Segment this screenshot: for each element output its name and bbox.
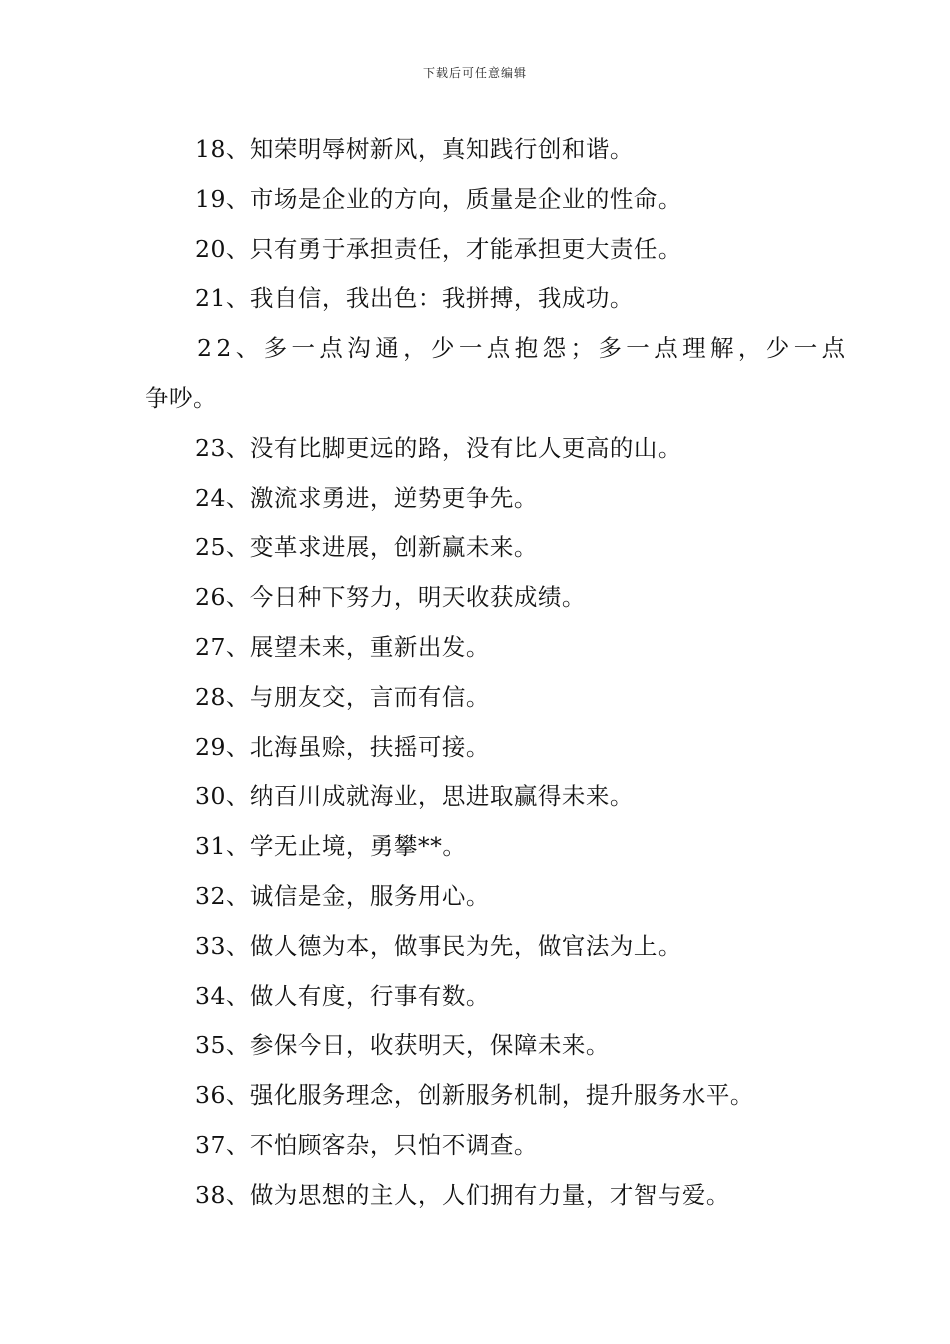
list-item: 20、只有勇于承担责任，才能承担更大责任。 [195,234,682,263]
list-item: 23、没有比脚更远的路，没有比人更高的山。 [195,433,682,462]
list-item: 35、参保今日，收获明天，保障未来。 [195,1031,610,1060]
list-item: 28、与朋友交，言而有信。 [195,682,490,711]
list-item: 37、不怕顾客杂，只怕不调查。 [195,1130,538,1159]
list-item: 22、多一点沟通，少一点抱怨；多一点理解，少一点 [197,334,850,363]
list-item: 27、展望未来，重新出发。 [195,632,490,661]
list-item: 19、市场是企业的方向，质量是企业的性命。 [195,184,682,213]
page-header-note: 下载后可任意编辑 [422,66,527,80]
list-item: 38、做为思想的主人，人们拥有力量，才智与爱。 [195,1180,730,1209]
list-item: 31、学无止境，勇攀**。 [195,832,467,861]
list-item: 21、我自信，我出色：我拼搏，我成功。 [195,284,634,313]
list-item: 18、知荣明辱树新风，真知践行创和谐。 [195,135,634,163]
list-item: 36、强化服务理念，创新服务机制，提升服务水平。 [195,1081,754,1110]
list-item: 29、北海虽赊，扶摇可接。 [195,732,490,761]
list-item: 26、今日种下努力，明天收获成绩。 [195,583,586,612]
list-item: 33、做人德为本，做事民为先，做官法为上。 [195,931,682,960]
list-item: 32、诚信是金，服务用心。 [195,881,490,910]
list-item: 25、变革求进展，创新赢未来。 [195,533,538,562]
list-item: 24、激流求勇进，逆势更争先。 [195,483,538,512]
list-item-continuation: 争吵。 [145,383,217,412]
slogan-list [145,125,850,1221]
list-item: 30、纳百川成就海业，思进取赢得未来。 [195,782,634,811]
list-item: 34、做人有度，行事有数。 [195,981,490,1010]
